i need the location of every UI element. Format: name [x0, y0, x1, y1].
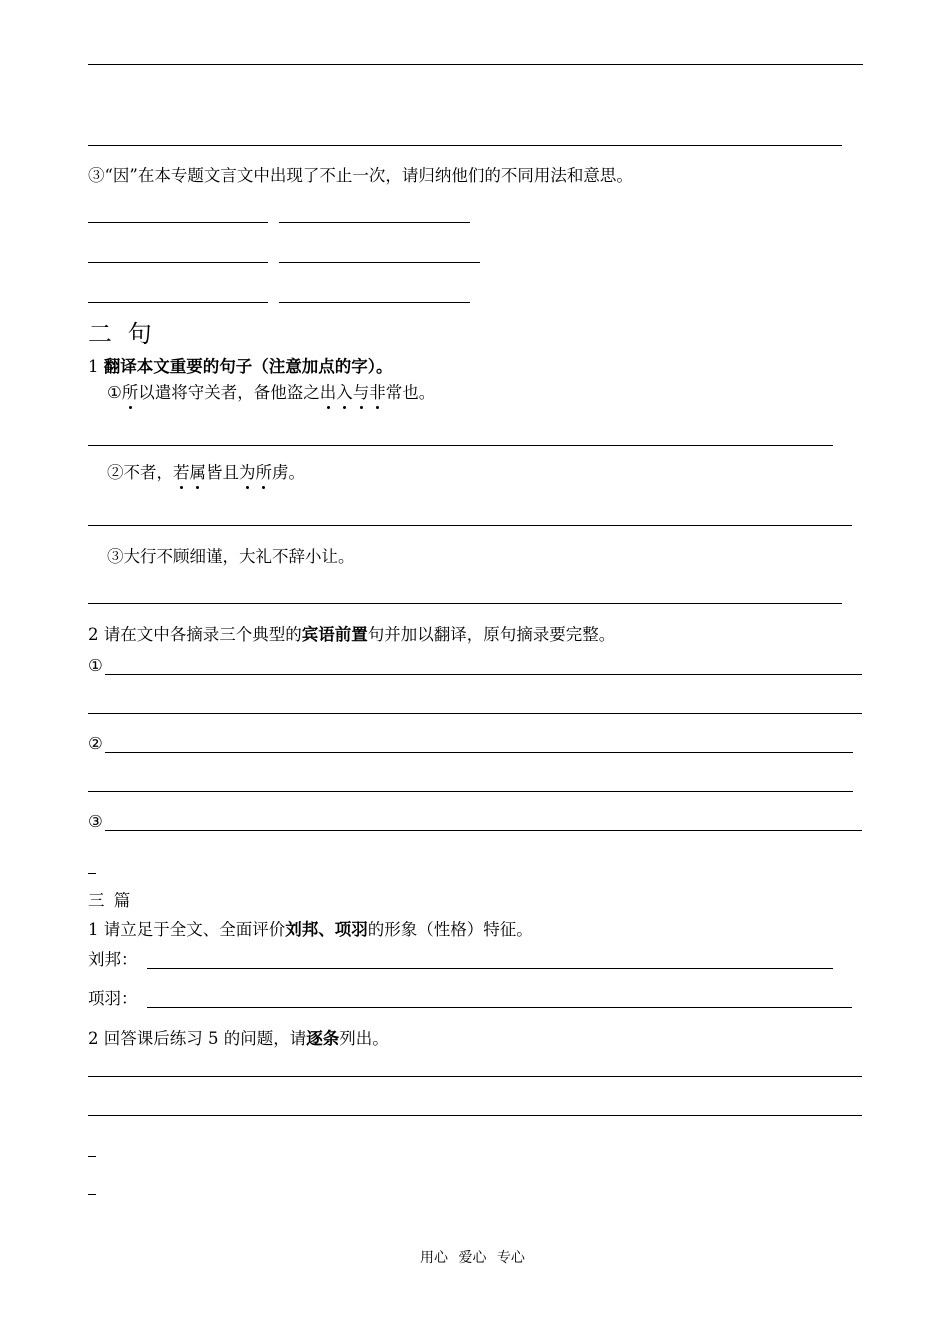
answer-line — [279, 222, 470, 223]
item-emphasis: 宾语前置 — [301, 625, 368, 644]
sentence-number: ① — [107, 383, 122, 402]
answer-marker: ② — [88, 734, 103, 753]
section-heading: 二 句 — [88, 320, 156, 348]
answer-line — [105, 752, 853, 753]
sentence-3 — [107, 547, 355, 567]
question-number: ③ — [88, 166, 105, 185]
answer-label: 刘邦： — [88, 950, 138, 969]
dotted-character: 属 — [189, 463, 206, 482]
item-text: 2 回答课后练习 5 的问题，请 — [88, 1029, 307, 1048]
dotted-character: 所 — [121, 383, 139, 402]
answer-line — [88, 262, 268, 263]
answer-line — [279, 302, 470, 303]
item-text: 列出。 — [339, 1029, 389, 1048]
answer-line — [147, 968, 833, 969]
item-text: 请立足于全文、全面评价 — [103, 920, 286, 939]
question-text: “因”在本专题文言文中出现了不止一次，请归纳他们的不同用法和意思。 — [104, 166, 633, 185]
section3-item-1-title — [88, 920, 533, 940]
sentence-text: 大行不顾细谨，大礼不辞小让。 — [123, 547, 355, 566]
short-dash — [88, 1194, 96, 1195]
answer-line — [279, 262, 480, 263]
short-dash — [88, 1156, 96, 1157]
dotted-character: 所 — [255, 463, 272, 482]
sentence-text: 以遣将守关者，备他盗之 — [138, 383, 320, 402]
answer-line — [88, 222, 268, 223]
dotted-character: 与 — [352, 383, 370, 402]
answer-line — [105, 674, 862, 675]
answer-line — [88, 145, 842, 146]
answer-line — [88, 445, 833, 446]
answer-line — [147, 1007, 852, 1008]
sentence-text: 皆且 — [206, 463, 239, 482]
answer-line — [88, 603, 842, 604]
answer-line — [88, 1115, 862, 1116]
answer-label: 项羽： — [88, 989, 138, 1008]
sentence-text: 虏。 — [272, 463, 305, 482]
answer-line — [88, 302, 268, 303]
dotted-character: 入 — [336, 383, 353, 402]
item-number: 1 — [88, 357, 99, 376]
item-text: 请在文中各摘录三个典型的 — [103, 625, 302, 644]
short-dash — [88, 873, 96, 874]
item-title: 翻译本文重要的句子（注意加点的字）。 — [103, 357, 393, 376]
sentence-text: 常也。 — [385, 383, 436, 402]
answer-line — [105, 830, 862, 831]
item-2-title — [88, 625, 615, 645]
section-heading: 三 篇 — [88, 891, 131, 910]
item-emphasis: 逐条 — [306, 1029, 340, 1048]
sentence-text: 不者， — [123, 463, 173, 482]
sentence-number: ② — [107, 463, 124, 482]
item-text: 句并加以翻译，原句摘录要完整。 — [367, 625, 616, 644]
item-emphasis: 刘邦、项羽 — [285, 920, 368, 939]
sentence-number: ③ — [107, 547, 124, 566]
dotted-character: 若 — [173, 463, 190, 482]
item-1-title — [88, 357, 393, 377]
answer-line — [88, 791, 853, 792]
item-text: 的形象（性格）特征。 — [367, 920, 533, 939]
answer-line — [88, 713, 862, 714]
item-number: 1 — [88, 920, 99, 939]
answer-line — [88, 525, 852, 526]
dotted-character: 出 — [319, 383, 337, 402]
sentence-2 — [107, 463, 305, 483]
section3-item-2-title — [88, 1029, 389, 1049]
sentence-1 — [107, 383, 435, 403]
dotted-character: 非 — [369, 383, 386, 402]
page-footer: 用心 爱心 专心 — [420, 1250, 525, 1266]
answer-line — [88, 1076, 862, 1077]
top-border — [88, 64, 863, 65]
question-3 — [88, 166, 633, 186]
dotted-character: 为 — [239, 463, 256, 482]
answer-marker: ① — [88, 656, 103, 675]
item-number: 2 — [88, 625, 99, 644]
answer-marker: ③ — [88, 812, 103, 831]
